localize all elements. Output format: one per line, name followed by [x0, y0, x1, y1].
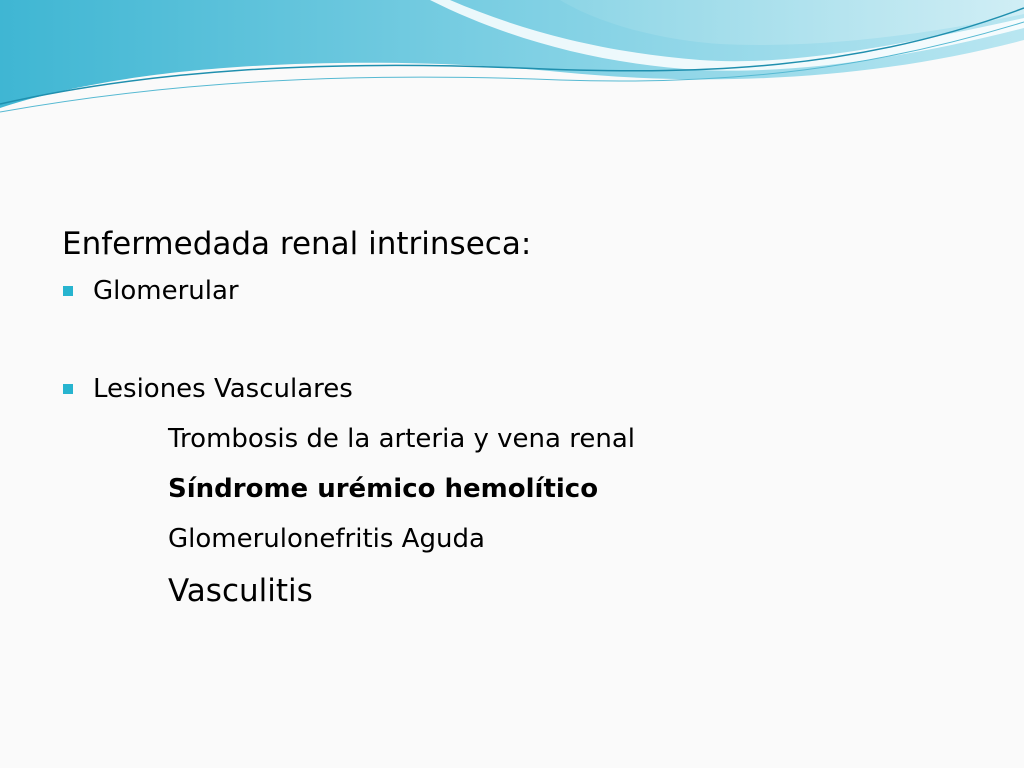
bullet-label: Glomerular: [93, 276, 239, 306]
sub-item: Trombosis de la arteria y vena renal: [168, 424, 635, 454]
sub-item-list: [62, 414, 962, 618]
sub-item-large: Vasculitis: [168, 573, 313, 609]
bullet-label: Lesiones Vasculares: [93, 374, 353, 404]
square-bullet-icon: [63, 384, 73, 394]
header-wave-decoration: [0, 0, 1024, 120]
slide-heading: Enfermedada renal intrinseca:: [62, 226, 532, 262]
slide-body: [62, 222, 962, 618]
square-bullet-icon: [63, 286, 73, 296]
bullet-item-lesiones-vasculares: [62, 364, 962, 414]
bullet-item-glomerular: [62, 266, 962, 316]
sub-item-bold: Síndrome urémico hemolítico: [168, 474, 599, 504]
sub-item: Glomerulonefritis Aguda: [168, 524, 485, 554]
